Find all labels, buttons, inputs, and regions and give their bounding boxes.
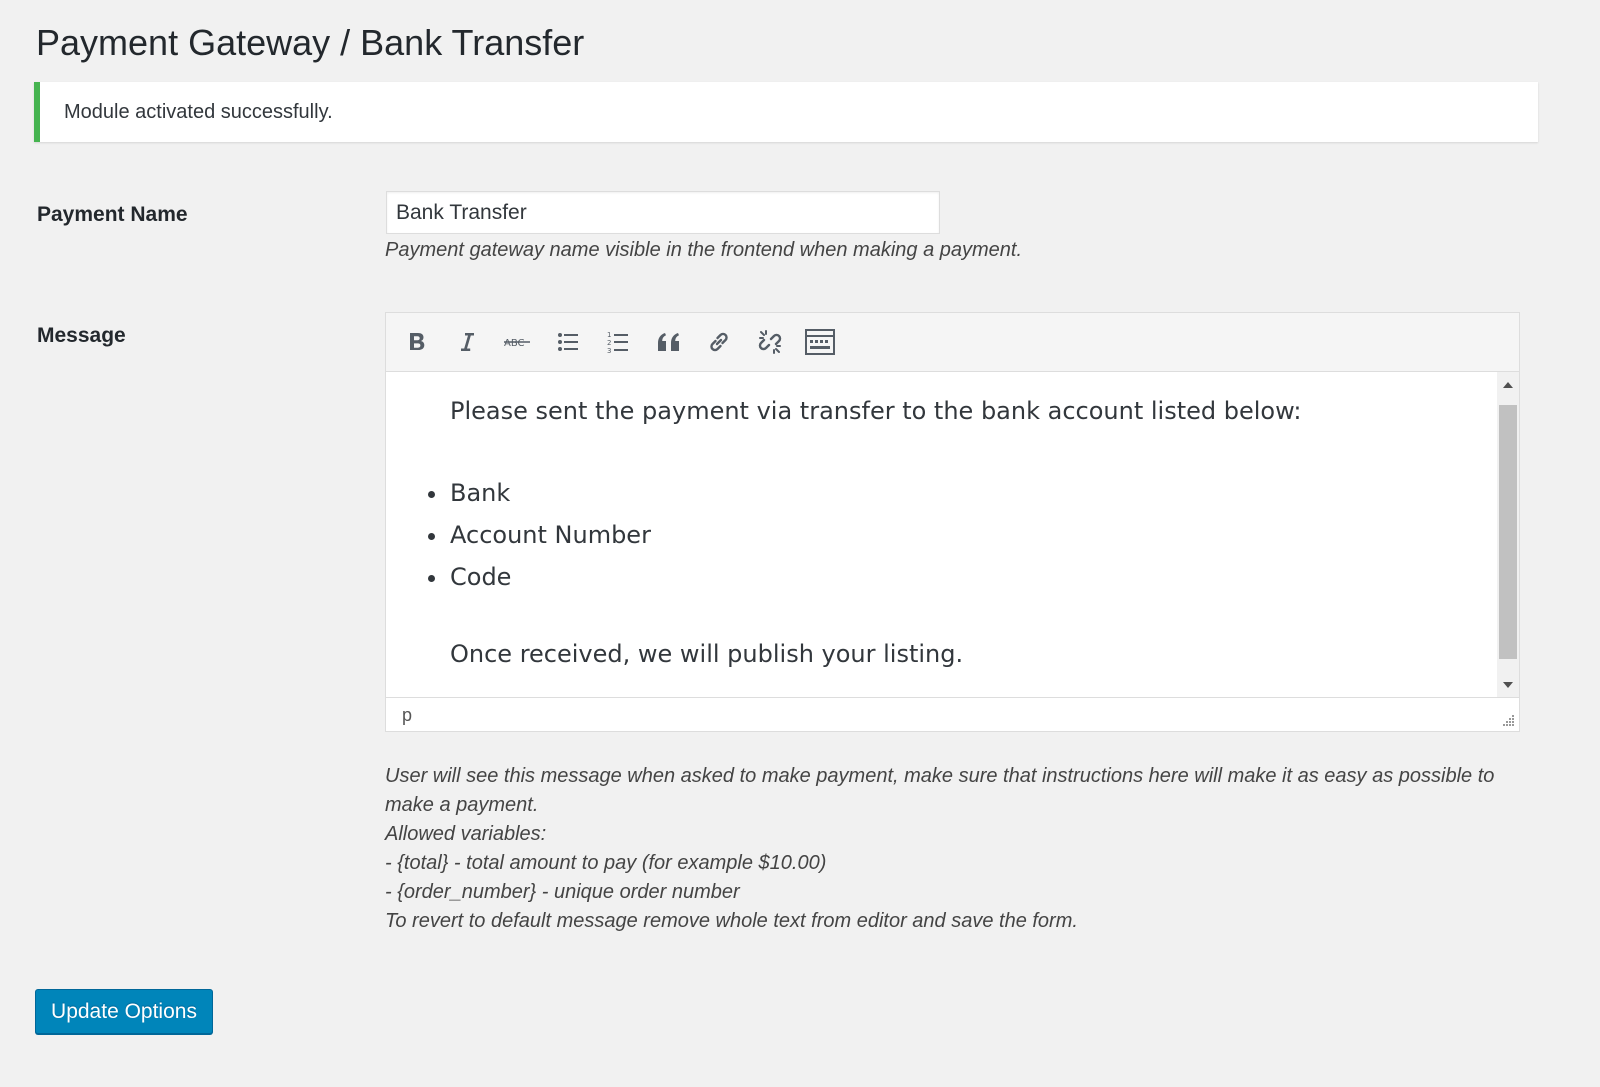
editor-content[interactable] (386, 372, 1497, 698)
payment-name-label: Payment Name (37, 203, 188, 226)
resize-handle-icon[interactable] (1501, 713, 1515, 727)
description-line: Allowed variables: (385, 823, 547, 845)
editor-statusbar (386, 697, 1519, 731)
editor-toolbar (386, 313, 1519, 372)
page-title: Payment Gateway / Bank Transfer (36, 22, 585, 63)
update-options-button[interactable]: Update Options (35, 989, 213, 1034)
numbered-list-icon (606, 329, 630, 355)
element-path[interactable]: p (402, 705, 413, 725)
payment-name-input[interactable] (386, 191, 940, 234)
list-item: Bank (450, 476, 651, 518)
italic-button[interactable] (447, 322, 487, 362)
scroll-thumb[interactable] (1499, 405, 1517, 659)
bold-button[interactable] (397, 322, 437, 362)
editor-scrollbar[interactable] (1497, 372, 1519, 698)
unlink-icon (755, 327, 785, 357)
description-line: User will see this message when asked to make payment, make sure that instructions here will make it as easy as possible to (385, 765, 1495, 787)
message-list (450, 476, 651, 602)
toolbar-toggle-icon (805, 329, 835, 355)
payment-name-description: Payment gateway name visible in the frontend when making a payment. (385, 239, 1023, 261)
message-label: Message (37, 324, 126, 347)
scroll-up-arrow-icon[interactable] (1497, 374, 1519, 396)
list-item: Code (450, 560, 651, 602)
description-line: - {order_number} - unique order number (385, 881, 740, 903)
svg-text:1: 1 (607, 331, 612, 339)
notice-text: Module activated successfully. (64, 101, 333, 123)
message-editor (385, 312, 1520, 732)
unlink-button[interactable] (750, 322, 790, 362)
description-line: To revert to default message remove whole text from editor and save the form. (385, 910, 1078, 932)
bullet-list-button[interactable] (548, 322, 588, 362)
svg-text:3: 3 (607, 347, 612, 355)
strikethrough-icon (503, 332, 531, 352)
blockquote-icon (656, 331, 682, 353)
description-line: - {total} - total amount to pay (for example $10.00) (385, 852, 827, 874)
message-intro: Please sent the payment via transfer to the bank account listed below: (450, 397, 1302, 425)
toolbar-toggle-button[interactable] (800, 322, 840, 362)
link-button[interactable] (699, 322, 739, 362)
bold-icon (406, 330, 428, 354)
svg-text:2: 2 (607, 339, 612, 347)
svg-text:ABC: ABC (504, 338, 525, 349)
numbered-list-button[interactable] (598, 322, 638, 362)
italic-icon (456, 330, 478, 354)
bullet-list-icon (556, 330, 580, 354)
scroll-down-arrow-icon[interactable] (1497, 674, 1519, 696)
description-line: make a payment. (385, 794, 539, 816)
link-icon (705, 328, 733, 356)
strikethrough-button[interactable] (497, 322, 537, 362)
blockquote-button[interactable] (649, 322, 689, 362)
list-item: Account Number (450, 518, 651, 560)
message-description (385, 762, 1494, 936)
message-outro: Once received, we will publish your listing. (450, 640, 964, 668)
success-notice (34, 82, 1538, 142)
